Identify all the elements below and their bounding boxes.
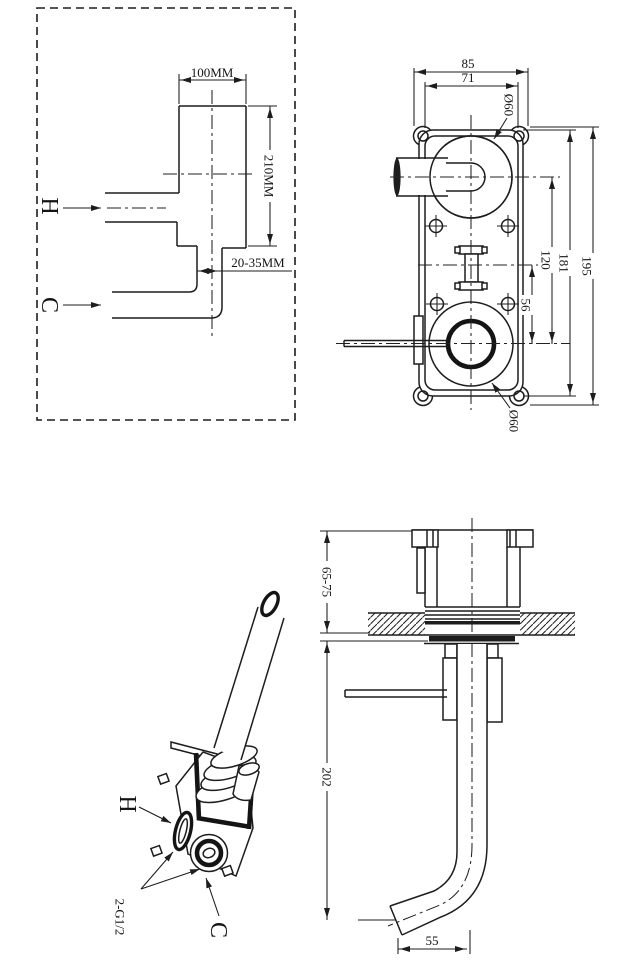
dim-wall-thickness: 20-35MM <box>231 255 285 270</box>
dim-lower-center: 56 <box>518 298 534 312</box>
dim-spout-width: 100MM <box>190 65 234 80</box>
spout-profile-outline <box>105 106 246 318</box>
dim-box-depth-range: 65-75 <box>319 566 335 598</box>
handle-rod <box>345 690 447 697</box>
dim-overall-width: 85 <box>461 56 475 71</box>
box-tab <box>417 548 425 593</box>
spout-tube <box>214 590 284 760</box>
rough-in-frame <box>37 8 295 420</box>
fitting-nub <box>151 846 162 857</box>
dim-bottom-hole-dia: Ø60 <box>506 409 522 433</box>
dim-body-width: 71 <box>461 70 475 85</box>
view-valve-front <box>336 56 599 432</box>
dim-hole-centers: 120 <box>538 250 554 270</box>
cold-label: C <box>36 296 62 314</box>
view-valve-isometric <box>113 590 285 938</box>
cold-port <box>191 835 228 872</box>
cold-label: C <box>205 921 231 939</box>
hot-label: H <box>36 197 62 215</box>
dim-spout-reach: 55 <box>425 933 439 948</box>
dim-body-height: 181 <box>556 253 572 273</box>
hot-leader-arrow <box>139 807 171 823</box>
dim-spout-height: 210MM <box>261 154 277 198</box>
dim-spout-drop: 202 <box>319 767 335 787</box>
dim-top-hole-dia: Ø60 <box>501 93 517 117</box>
view-rough-in-profile <box>36 8 295 420</box>
cold-leader-arrow <box>206 878 219 916</box>
hot-label: H <box>114 795 140 813</box>
thread-label: 2-G1/2 <box>112 898 128 936</box>
fitting-nub <box>158 774 169 785</box>
dim-overall-height: 195 <box>579 256 595 276</box>
view-side-section <box>320 518 576 954</box>
spout-outlet-ring <box>258 590 281 618</box>
